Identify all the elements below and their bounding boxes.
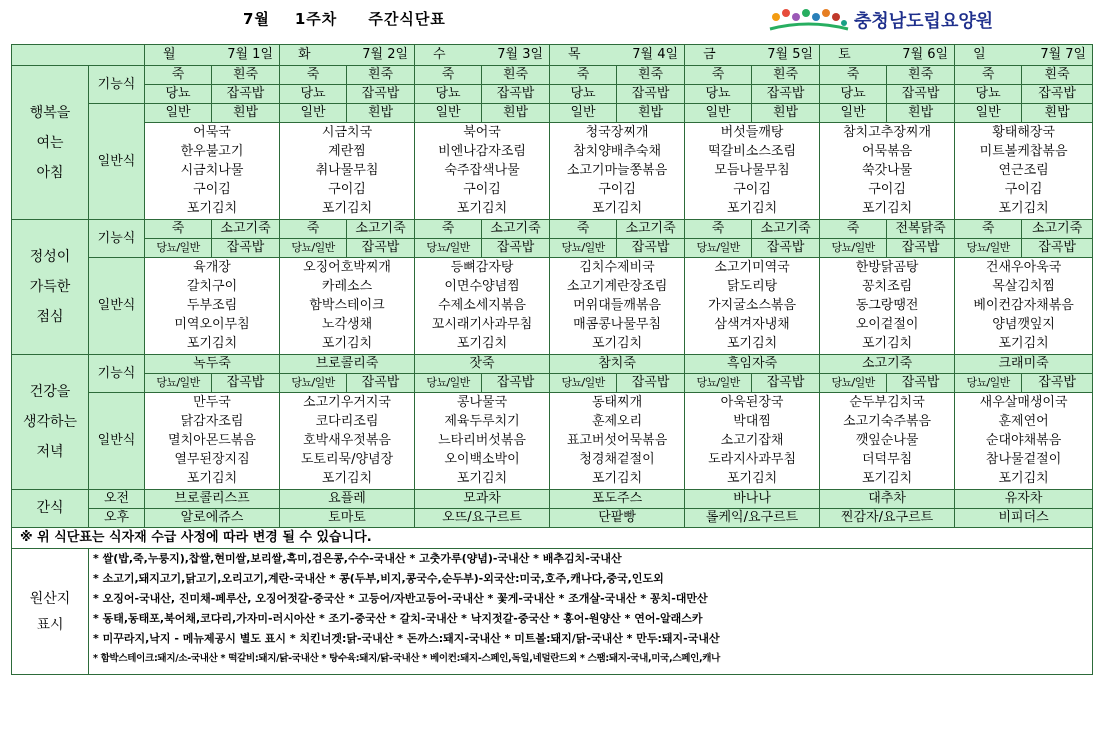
diet-cell: 죽 [280, 220, 347, 239]
diet-cell: 당뇨/일반 [145, 239, 212, 258]
diet-cell: 당뇨 [550, 85, 617, 104]
function-diet-label: 기능식 [89, 220, 145, 258]
menu-item: 북어국 [463, 125, 501, 140]
menu-item: 취나물무침 [315, 163, 379, 178]
menu-item: 포기김치 [998, 336, 1049, 351]
menu-item: 카레소스 [321, 279, 373, 294]
snack-item: 모과차 [415, 490, 550, 509]
menu-item: 열무된장지짐 [174, 452, 250, 467]
rice-type-cell: 일반 [550, 104, 617, 123]
diet-cell: 잡곡밥 [887, 239, 955, 258]
diet-cell: 당뇨/일반 [685, 374, 752, 393]
menu-item: 소고기계란장조림 [566, 279, 668, 294]
rice-type-cell: 일반 [955, 104, 1022, 123]
day-menu-list [280, 123, 415, 220]
function-diet-label: 기능식 [89, 355, 145, 393]
menu-item: 연근조림 [998, 163, 1049, 178]
menu-item: 제육두루치기 [444, 414, 520, 429]
day-date: 7월 7일 [1040, 47, 1087, 62]
rice-type-cell: 일반 [415, 104, 482, 123]
diet-cell: 잡곡밥 [482, 85, 550, 104]
origin-line: * 미꾸라지,낙지 - 메뉴제공시 별도 표시 * 치킨너겟:닭-국내산 * 돈까스:돼지-국내산 * 미트볼:돼지/닭-국내산 * 만두:돼지-국내산 [93, 632, 720, 645]
porridge-item: 녹두죽 [145, 355, 280, 374]
menu-item: 청국장찌개 [585, 125, 649, 140]
diet-cell: 당뇨/일반 [145, 374, 212, 393]
diet-cell: 당뇨 [685, 85, 752, 104]
diet-cell: 흰죽 [752, 66, 820, 85]
meal-name-line: 저녁 [36, 444, 64, 460]
day-date: 7월 1일 [227, 47, 274, 62]
menu-item: 구이김 [598, 182, 636, 197]
menu-item: 버섯들깨탕 [720, 125, 784, 140]
menu-item: 모듬나물무침 [714, 163, 790, 178]
diet-cell: 죽 [685, 66, 752, 85]
snack-item: 바나나 [685, 490, 820, 509]
diet-cell: 잡곡밥 [887, 85, 955, 104]
menu-item: 두부조림 [186, 298, 238, 313]
menu-item: 참나물겉절이 [985, 452, 1062, 467]
menu-item: 포기김치 [861, 336, 913, 351]
diet-cell: 전복닭죽 [887, 220, 955, 239]
diet-cell: 잡곡밥 [347, 374, 415, 393]
day-menu-list [415, 258, 550, 355]
day-menu-list [145, 258, 280, 355]
general-diet-label: 일반식 [89, 104, 145, 220]
facility-name: 충청남도립요양원 [854, 11, 994, 32]
menu-item: 꼬시래기사과무침 [431, 317, 533, 332]
menu-item: 이면수양념찜 [444, 279, 520, 294]
diet-cell: 잡곡밥 [752, 374, 820, 393]
flower-logo-icon [768, 7, 850, 35]
menu-item: 오이겉절이 [855, 317, 919, 332]
snack-item: 포도주스 [550, 490, 685, 509]
menu-item: 순두부김치국 [849, 395, 925, 410]
diet-cell: 당뇨/일반 [550, 239, 617, 258]
diet-cell: 당뇨/일반 [415, 374, 482, 393]
menu-item: 포기김치 [591, 471, 643, 486]
menu-item: 한우불고기 [180, 144, 244, 159]
menu-item: 표고버섯어묵볶음 [566, 433, 668, 448]
menu-item: 가지굴소스볶음 [708, 298, 797, 313]
menu-item: 시금치나물 [180, 163, 244, 178]
menu-item: 삼색겨자냉채 [714, 317, 790, 332]
rice-type-cell: 흰밥 [617, 104, 685, 123]
menu-item: 소고기미역국 [714, 260, 790, 275]
menu-item: 닭감자조림 [180, 414, 244, 429]
day-date: 7월 2일 [362, 47, 409, 62]
day-menu-list [820, 393, 955, 490]
menu-item: 구이김 [868, 182, 906, 197]
menu-item: 순대야채볶음 [985, 433, 1062, 448]
day-of-week: 토 [838, 47, 851, 62]
menu-item: 더덕무침 [861, 452, 913, 467]
diet-cell: 흰죽 [212, 66, 280, 85]
menu-item: 소고기우거지국 [303, 395, 391, 410]
menu-item: 황태해장국 [992, 125, 1055, 140]
day-date: 7월 3일 [497, 47, 544, 62]
diet-cell: 당뇨 [145, 85, 212, 104]
snack-time: 오전 [89, 490, 145, 509]
diet-cell: 당뇨/일반 [955, 239, 1022, 258]
menu-item: 포기김치 [998, 471, 1049, 486]
day-of-week: 목 [568, 47, 581, 62]
diet-cell: 흰죽 [1022, 66, 1093, 85]
diet-cell: 잡곡밥 [1022, 374, 1093, 393]
day-of-week: 화 [298, 47, 311, 62]
day-header [820, 45, 955, 66]
menu-item: 포기김치 [726, 336, 778, 351]
menu-item: 미트볼케찹볶음 [979, 144, 1068, 159]
day-menu-list [955, 258, 1093, 355]
menu-item: 포기김치 [186, 201, 238, 216]
meal-name-line: 가득한 [29, 279, 71, 295]
menu-item: 양념깻잎지 [992, 317, 1055, 332]
weekly-menu-table [11, 44, 1093, 675]
menu-item: 포기김치 [456, 471, 508, 486]
snack-item: 비피더스 [955, 509, 1093, 528]
day-header [550, 45, 685, 66]
meal-name-line: 여는 [36, 134, 64, 151]
diet-cell: 잡곡밥 [482, 374, 550, 393]
day-of-week: 일 [973, 47, 986, 62]
diet-cell: 잡곡밥 [752, 239, 820, 258]
menu-item: 청경채겉절이 [579, 452, 655, 467]
diet-cell: 소고기죽 [617, 220, 685, 239]
diet-cell: 당뇨/일반 [685, 239, 752, 258]
day-menu-list [145, 393, 280, 490]
origin-label [12, 549, 89, 675]
menu-item: 한방닭곰탕 [855, 260, 919, 275]
menu-item: 포기김치 [321, 201, 373, 216]
menu-item: 구이김 [463, 182, 501, 197]
day-menu-list [955, 123, 1093, 220]
diet-cell: 당뇨/일반 [415, 239, 482, 258]
diet-cell: 흰죽 [887, 66, 955, 85]
diet-cell: 흰죽 [347, 66, 415, 85]
day-header [280, 45, 415, 66]
day-menu-list [280, 393, 415, 490]
diet-cell: 잡곡밥 [752, 85, 820, 104]
day-header [415, 45, 550, 66]
porridge-item: 크래미죽 [955, 355, 1093, 374]
day-menu-list [820, 258, 955, 355]
diet-cell: 죽 [550, 66, 617, 85]
diet-cell: 흰죽 [617, 66, 685, 85]
origin-line: * 소고기,돼지고기,닭고기,오리고기,계란-국내산 * 콩(두부,비지,콩국수,순두부)-외국산:미국,호주,캐나다,중국,인도외 [93, 572, 664, 585]
menu-item: 오이백소박이 [444, 452, 520, 467]
menu-item: 시금치국 [321, 125, 373, 140]
origin-list [89, 549, 1093, 675]
snack-item: 유자차 [955, 490, 1093, 509]
menu-item: 훈제오리 [591, 414, 643, 429]
menu-item: 베이컨감자채볶음 [973, 298, 1074, 313]
diet-cell: 죽 [955, 220, 1022, 239]
menu-item: 포기김치 [186, 471, 238, 486]
snack-item: 브로콜리스프 [145, 490, 280, 509]
day-header [685, 45, 820, 66]
diet-cell: 죽 [145, 66, 212, 85]
day-header [145, 45, 280, 66]
diet-cell: 잡곡밥 [212, 85, 280, 104]
menu-item: 목살김치찜 [992, 279, 1055, 294]
rice-type-cell: 흰밥 [212, 104, 280, 123]
day-date: 7월 6일 [902, 47, 949, 62]
menu-item: 수제소세지볶음 [438, 298, 526, 313]
menu-item: 포기김치 [456, 336, 508, 351]
day-menu-list [415, 123, 550, 220]
menu-item: 호박새우젓볶음 [303, 433, 391, 448]
diet-cell: 당뇨/일반 [280, 239, 347, 258]
diet-cell: 죽 [820, 220, 887, 239]
rice-type-cell: 일반 [145, 104, 212, 123]
function-diet-label: 기능식 [89, 66, 145, 104]
menu-item: 포기김치 [726, 471, 778, 486]
diet-cell: 당뇨 [820, 85, 887, 104]
origin-line: * 쌀(밥,죽,누룽지),찹쌀,현미쌀,보리쌀,흑미,검은콩,수수-국내산 * 고춧가루(양념)-국내산 * 배추김치-국내산 [93, 552, 622, 565]
snack-item: 요플레 [280, 490, 415, 509]
menu-item: 등뼈감자탕 [450, 260, 514, 275]
general-diet-label: 일반식 [89, 393, 145, 490]
diet-cell: 죽 [415, 220, 482, 239]
menu-item: 김치수제비국 [579, 260, 655, 275]
diet-cell: 잡곡밥 [1022, 239, 1093, 258]
day-of-week: 금 [703, 47, 716, 62]
origin-label-line: 원산지 [29, 590, 71, 607]
menu-item: 새우살매생이국 [979, 395, 1068, 410]
diet-cell: 죽 [550, 220, 617, 239]
day-menu-list [820, 123, 955, 220]
menu-item: 포기김치 [861, 201, 913, 216]
menu-item: 계란찜 [328, 144, 366, 159]
day-menu-list [145, 123, 280, 220]
menu-item: 포기김치 [321, 336, 373, 351]
menu-item: 박대찜 [733, 414, 771, 429]
meal-name-line: 건강을 [29, 384, 71, 400]
rice-type-cell: 흰밥 [752, 104, 820, 123]
rice-type-cell: 흰밥 [482, 104, 550, 123]
diet-cell: 잡곡밥 [347, 85, 415, 104]
menu-item: 동그랑땡전 [855, 298, 919, 313]
day-menu-list [550, 258, 685, 355]
day-menu-list [550, 123, 685, 220]
menu-item: 갈치구이 [186, 279, 238, 294]
meal-name-line: 점심 [36, 309, 64, 325]
diet-cell: 소고기죽 [212, 220, 280, 239]
menu-item: 콩나물국 [456, 395, 508, 410]
diet-cell: 죽 [145, 220, 212, 239]
day-menu-list [685, 393, 820, 490]
menu-item: 포기김치 [186, 336, 238, 351]
rice-type-cell: 흰밥 [1022, 104, 1093, 123]
diet-cell: 당뇨 [280, 85, 347, 104]
meal-name [12, 66, 89, 220]
origin-line: * 오징어-국내산, 진미채-페루산, 오징어젓갈-중국산 * 고등어/자반고등어-국내산 * 꽃게-국내산 * 조개살-국내산 * 꽁치-대만산 [93, 592, 708, 605]
diet-cell: 당뇨 [415, 85, 482, 104]
menu-item: 동태찌개 [591, 395, 643, 410]
menu-item: 오징어호박찌개 [303, 260, 391, 275]
diet-cell: 죽 [955, 66, 1022, 85]
origin-label-line: 표시 [36, 616, 64, 633]
menu-item: 도토리묵/양념장 [300, 452, 394, 467]
rice-type-cell: 흰밥 [887, 104, 955, 123]
menu-item: 육개장 [193, 260, 231, 275]
facility-logo [768, 5, 1088, 37]
menu-item: 포기김치 [861, 471, 913, 486]
diet-cell: 잡곡밥 [887, 374, 955, 393]
meal-name-line: 행복을 [29, 104, 71, 121]
rice-type-cell: 일반 [820, 104, 887, 123]
menu-item: 닭도리탕 [726, 279, 778, 294]
menu-item: 포기김치 [591, 336, 643, 351]
diet-cell: 잡곡밥 [617, 374, 685, 393]
diet-cell: 소고기죽 [482, 220, 550, 239]
day-date: 7월 4일 [632, 47, 679, 62]
snack-item: 단팥빵 [550, 509, 685, 528]
diet-cell: 소고기죽 [1022, 220, 1093, 239]
snack-item: 오뜨/요구르트 [415, 509, 550, 528]
diet-cell: 당뇨 [955, 85, 1022, 104]
menu-item: 노각생채 [321, 317, 373, 332]
menu-item: 매콤콩나물무침 [573, 317, 661, 332]
origin-line: * 함박스테이크:돼지/소-국내산 * 떡갈비:돼지/닭-국내산 * 탕수육:돼지/닭-국내산 * 베이컨:돼지-스페인,독일,네덜란드외 * 스팸:돼지-국내,미국,스페인,캐나 [93, 653, 721, 664]
menu-item: 소고기잡채 [720, 433, 784, 448]
day-menu-list [550, 393, 685, 490]
menu-item: 소고기마늘쫑볶음 [566, 163, 668, 178]
porridge-item: 참치죽 [550, 355, 685, 374]
menu-item: 참치고추장찌개 [843, 125, 932, 140]
diet-cell: 죽 [820, 66, 887, 85]
menu-item: 도라지사과무침 [708, 452, 797, 467]
corner-cell [12, 45, 145, 66]
porridge-item: 잣죽 [415, 355, 550, 374]
snack-item: 대추차 [820, 490, 955, 509]
menu-item: 꽁치조림 [861, 279, 913, 294]
day-header [955, 45, 1093, 66]
menu-item: 쑥갓나물 [861, 163, 913, 178]
snack-time: 오후 [89, 509, 145, 528]
day-menu-list [415, 393, 550, 490]
menu-item: 어묵국 [193, 125, 231, 140]
menu-item: 구이김 [328, 182, 366, 197]
menu-item: 깻잎순나물 [855, 433, 919, 448]
menu-item: 만두국 [193, 395, 231, 410]
menu-item: 포기김치 [726, 201, 778, 216]
porridge-item: 소고기죽 [820, 355, 955, 374]
diet-cell: 당뇨/일반 [550, 374, 617, 393]
meal-name-line: 아침 [36, 164, 64, 181]
snack-item: 롤케익/요구르트 [685, 509, 820, 528]
menu-item: 포기김치 [321, 471, 373, 486]
origin-line: * 동태,동태포,북어채,코다리,가자미-러시아산 * 조기-중국산 * 갈치-국내산 * 낙지젓갈-중국산 * 홍어-원양산 * 연어-알래스카 [93, 612, 703, 625]
snack-item: 찐감자/요구르트 [820, 509, 955, 528]
day-menu-list [280, 258, 415, 355]
diet-cell: 당뇨/일반 [820, 239, 887, 258]
diet-cell: 죽 [280, 66, 347, 85]
day-of-week: 월 [163, 47, 176, 62]
diet-cell: 죽 [685, 220, 752, 239]
menu-item: 포기김치 [456, 201, 508, 216]
menu-item: 아욱된장국 [720, 395, 784, 410]
diet-cell: 잡곡밥 [617, 85, 685, 104]
rice-type-cell: 일반 [685, 104, 752, 123]
menu-item: 어묵볶음 [861, 144, 913, 159]
menu-item: 떡갈비소스조림 [708, 144, 797, 159]
menu-item: 구이김 [193, 182, 231, 197]
menu-item: 멸치아몬드볶음 [168, 433, 256, 448]
menu-item: 비엔나감자조림 [438, 144, 526, 159]
menu-item: 미역오이무침 [174, 317, 250, 332]
snack-item: 토마토 [280, 509, 415, 528]
diet-cell: 당뇨/일반 [820, 374, 887, 393]
diet-cell: 잡곡밥 [212, 374, 280, 393]
day-menu-list [955, 393, 1093, 490]
day-date: 7월 5일 [767, 47, 814, 62]
menu-item: 함박스테이크 [309, 298, 385, 313]
day-menu-list [685, 258, 820, 355]
menu-item: 참치양배추숙채 [573, 144, 661, 159]
menu-item: 소고기숙주볶음 [843, 414, 932, 429]
diet-cell: 흰죽 [482, 66, 550, 85]
day-of-week: 수 [433, 47, 446, 62]
meal-name-line: 생각하는 [22, 414, 78, 430]
rice-type-cell: 흰밥 [347, 104, 415, 123]
menu-item: 포기김치 [998, 201, 1049, 216]
meal-name [12, 220, 89, 355]
diet-cell: 잡곡밥 [482, 239, 550, 258]
menu-item: 구이김 [733, 182, 771, 197]
menu-change-notice: ※ 위 식단표는 식자재 수급 사정에 따라 변경 될 수 있습니다. [12, 528, 1093, 549]
menu-item: 구이김 [1004, 182, 1043, 197]
snack-item: 알로에쥬스 [145, 509, 280, 528]
menu-item: 느타리버섯볶음 [438, 433, 526, 448]
diet-cell: 소고기죽 [347, 220, 415, 239]
general-diet-label: 일반식 [89, 258, 145, 355]
diet-cell: 소고기죽 [752, 220, 820, 239]
menu-title: 7월 1주차 주간식단표 [243, 10, 446, 28]
diet-cell: 잡곡밥 [1022, 85, 1093, 104]
menu-item: 숙주잡색나물 [444, 163, 520, 178]
menu-item: 포기김치 [591, 201, 643, 216]
diet-cell: 당뇨/일반 [955, 374, 1022, 393]
porridge-item: 흑임자죽 [685, 355, 820, 374]
diet-cell: 잡곡밥 [617, 239, 685, 258]
day-menu-list [685, 123, 820, 220]
menu-item: 코다리조림 [315, 414, 379, 429]
diet-cell: 당뇨/일반 [280, 374, 347, 393]
meal-name-line: 정성이 [29, 249, 71, 265]
menu-item: 건새우아욱국 [985, 260, 1062, 275]
diet-cell: 잡곡밥 [212, 239, 280, 258]
page-header [0, 0, 1101, 44]
rice-type-cell: 일반 [280, 104, 347, 123]
snack-label: 간식 [12, 490, 89, 528]
menu-item: 머위대들깨볶음 [573, 298, 661, 313]
diet-cell: 잡곡밥 [347, 239, 415, 258]
porridge-item: 브로콜리죽 [280, 355, 415, 374]
diet-cell: 죽 [415, 66, 482, 85]
menu-item: 훈제연어 [998, 414, 1049, 429]
meal-name [12, 355, 89, 490]
